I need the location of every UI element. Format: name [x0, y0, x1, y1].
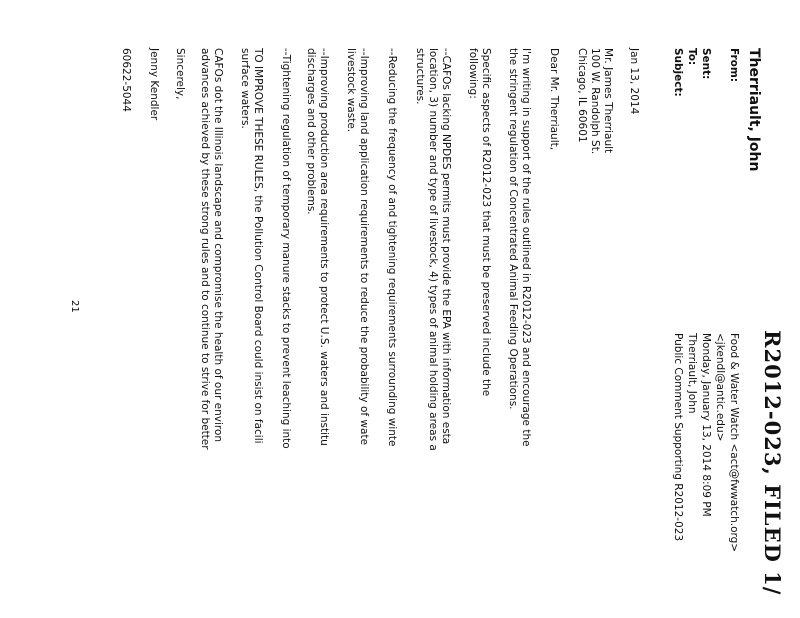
closing: Sincerely, — [174, 48, 186, 100]
to-label: To: — [686, 48, 698, 66]
paragraph-line: Specific aspects of R2012-023 that must be preserved include the — [480, 48, 492, 397]
address-line: 100 W. Randolph St. — [589, 48, 601, 155]
paragraph-line: livestock waste. — [345, 48, 357, 133]
salutation: Dear Mr. Therriault, — [548, 48, 560, 151]
subject-label: Subject: — [672, 48, 684, 97]
paragraph-line: advances achieved by these strong rules and to continue to strive for better — [199, 48, 211, 450]
paragraph-line: TO IMPROVE THESE RULES, the Pollution Control Board could insist on facili — [252, 48, 264, 444]
paragraph-line: following: — [467, 48, 479, 99]
paragraph-line: location, 3) number and type of livestock, 4) types of animal holding areas a — [427, 48, 439, 451]
email-header — [660, 48, 740, 608]
from-extra-value: <jkendl@antic.edu> — [714, 333, 726, 442]
filing-stamp: R2012-023, FILED 1/ — [760, 330, 785, 596]
paragraph-line: surface waters. — [239, 48, 251, 129]
paragraph-line: --Tightening regulation of temporary manure stacks to prevent leaching into — [280, 48, 292, 449]
paragraph-line: structures. — [414, 48, 426, 105]
signature-zip: 60622-5044 — [120, 48, 132, 112]
paragraph-line: I'm writing in support of the rules outlined in R2012-023 and encourage the — [520, 48, 532, 447]
to-value: Therriault, John — [686, 333, 698, 414]
sender-name: Therriault, John — [746, 48, 762, 172]
paragraph-line: CAFOs dot the Illinois landscape and compromise the health of our environ — [212, 48, 224, 443]
letter-date: Jan 13, 2014 — [628, 48, 640, 115]
page-number: 21 — [69, 300, 80, 313]
from-label: From: — [728, 48, 740, 83]
from-value: Food & Water Watch <act@fwwatch.org> — [728, 333, 740, 553]
sent-label: Sent: — [700, 48, 712, 80]
paragraph-line: discharges and other problems. — [305, 48, 317, 215]
subject-value: Public Comment Supporting R2012-023 — [672, 333, 684, 542]
paragraph-line: --CAFOs lacking NPDES permits must provide the EPA with information esta — [440, 48, 452, 445]
signature-name: Jenny Kendler — [148, 48, 160, 121]
address-line: Chicago, IL 60601 — [576, 48, 588, 143]
sent-value: Monday, January 13, 2014 8:09 PM — [700, 333, 712, 517]
paragraph-line: --Reducing the frequency of and tightening requirements surrounding winte — [386, 48, 398, 447]
paragraph-line: --Improving land application requirements to reduce the probability of wate — [358, 48, 370, 446]
address-line: Mr. James Therriault — [602, 48, 614, 154]
paragraph-line: --Improving production area requirements to protect U.S. waters and institu — [318, 48, 330, 446]
paragraph-line: the stringent regulation of Concentrated Animal Feeding Operations. — [507, 48, 519, 410]
